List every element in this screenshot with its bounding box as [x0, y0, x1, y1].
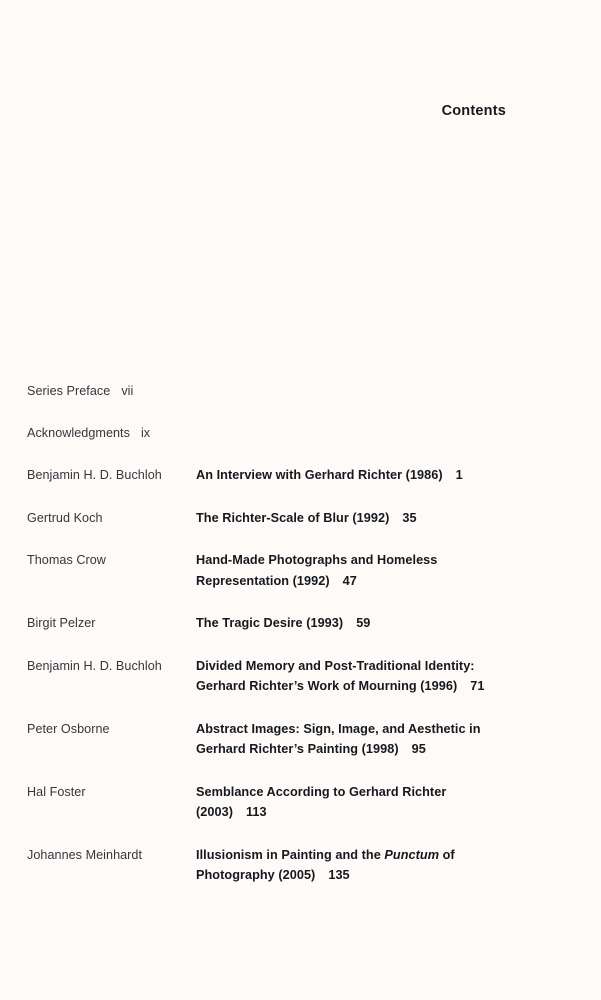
page-number: 135 [328, 868, 350, 882]
entry-title [196, 719, 567, 760]
page-number: 1 [455, 468, 463, 482]
entry-title [196, 845, 567, 886]
page-title: Contents [441, 103, 506, 119]
page-number: 71 [470, 679, 485, 693]
entry-title-line [196, 656, 567, 677]
contents-entry[interactable] [27, 719, 567, 760]
table-of-contents [27, 381, 567, 908]
entry-title-text: The Tragic Desire (1993) [196, 616, 344, 630]
front-matter-line [27, 423, 150, 443]
entry-title-line [196, 739, 567, 760]
entry-title-line [196, 676, 567, 697]
entry-title-text: of [439, 847, 455, 862]
contents-entry-list [27, 465, 567, 886]
contents-entry[interactable] [27, 782, 567, 823]
entry-author: Peter Osborne [27, 721, 110, 736]
contents-entry[interactable] [27, 845, 567, 886]
entry-title-line [196, 550, 567, 571]
entry-title-text: Representation (1992) [196, 573, 330, 588]
entry-author: Thomas Crow [27, 553, 106, 567]
page-number: 113 [245, 805, 267, 819]
entry-title-text: (2003) [196, 805, 233, 819]
entry-title [196, 550, 567, 591]
entry-title-text: Gerhard Richter’s Painting (1998) [196, 742, 399, 756]
page-number: 47 [342, 573, 357, 588]
front-matter-label: Acknowledgments [27, 426, 130, 440]
entry-title-line [196, 802, 567, 823]
entry-title-line [196, 465, 567, 486]
entry-title-line [196, 613, 567, 634]
contents-entry[interactable] [27, 508, 567, 529]
front-matter-row[interactable] [27, 381, 567, 401]
page-number: vii [121, 384, 134, 398]
entry-author: Benjamin H. D. Buchloh [27, 468, 162, 482]
contents-entry[interactable] [27, 613, 567, 634]
page-number: ix [140, 426, 151, 440]
entry-title [196, 508, 567, 529]
front-matter-list [27, 381, 567, 443]
entry-title-line [196, 865, 567, 886]
entry-title-italic: Punctum [384, 847, 440, 862]
contents-entry[interactable] [27, 550, 567, 591]
contents-entry[interactable] [27, 465, 567, 486]
front-matter-label: Series Preface [27, 384, 111, 398]
entry-title [196, 782, 567, 823]
entry-author: Birgit Pelzer [27, 616, 96, 630]
entry-title-text: Gerhard Richter’s Work of Mourning (1996) [196, 679, 458, 693]
entry-title [196, 656, 567, 697]
entry-author: Benjamin H. D. Buchloh [27, 658, 162, 673]
entry-title [196, 465, 567, 486]
entry-author: Gertrud Koch [27, 510, 103, 525]
entry-title-line [196, 571, 567, 592]
entry-title-text: Abstract Images: Sign, Image, and Aesthetic in [196, 721, 481, 736]
entry-title-text: Photography (2005) [196, 868, 316, 882]
entry-title-line [196, 782, 567, 803]
page-number: 35 [402, 510, 417, 525]
entry-title-line [196, 845, 567, 866]
entry-title-text: The Richter-Scale of Blur (1992) [196, 510, 390, 525]
contents-entry[interactable] [27, 656, 567, 697]
page-number: 59 [356, 616, 371, 630]
entry-title-text: An Interview with Gerhard Richter (1986) [196, 468, 443, 482]
entry-title-text: Illusionism in Painting and the [196, 847, 385, 862]
entry-title-line [196, 508, 567, 529]
page-number: 95 [411, 742, 426, 756]
front-matter-line [27, 381, 133, 401]
entry-author: Hal Foster [27, 784, 86, 799]
entry-title-line [196, 719, 567, 740]
entry-author: Johannes Meinhardt [27, 847, 143, 862]
entry-title-text: Semblance According to Gerhard Richter [196, 784, 447, 799]
entry-title-text: Divided Memory and Post-Traditional Identity: [196, 658, 475, 673]
entry-title-text: Hand-Made Photographs and Homeless [196, 553, 438, 567]
front-matter-row[interactable] [27, 423, 567, 443]
entry-title [196, 613, 567, 634]
